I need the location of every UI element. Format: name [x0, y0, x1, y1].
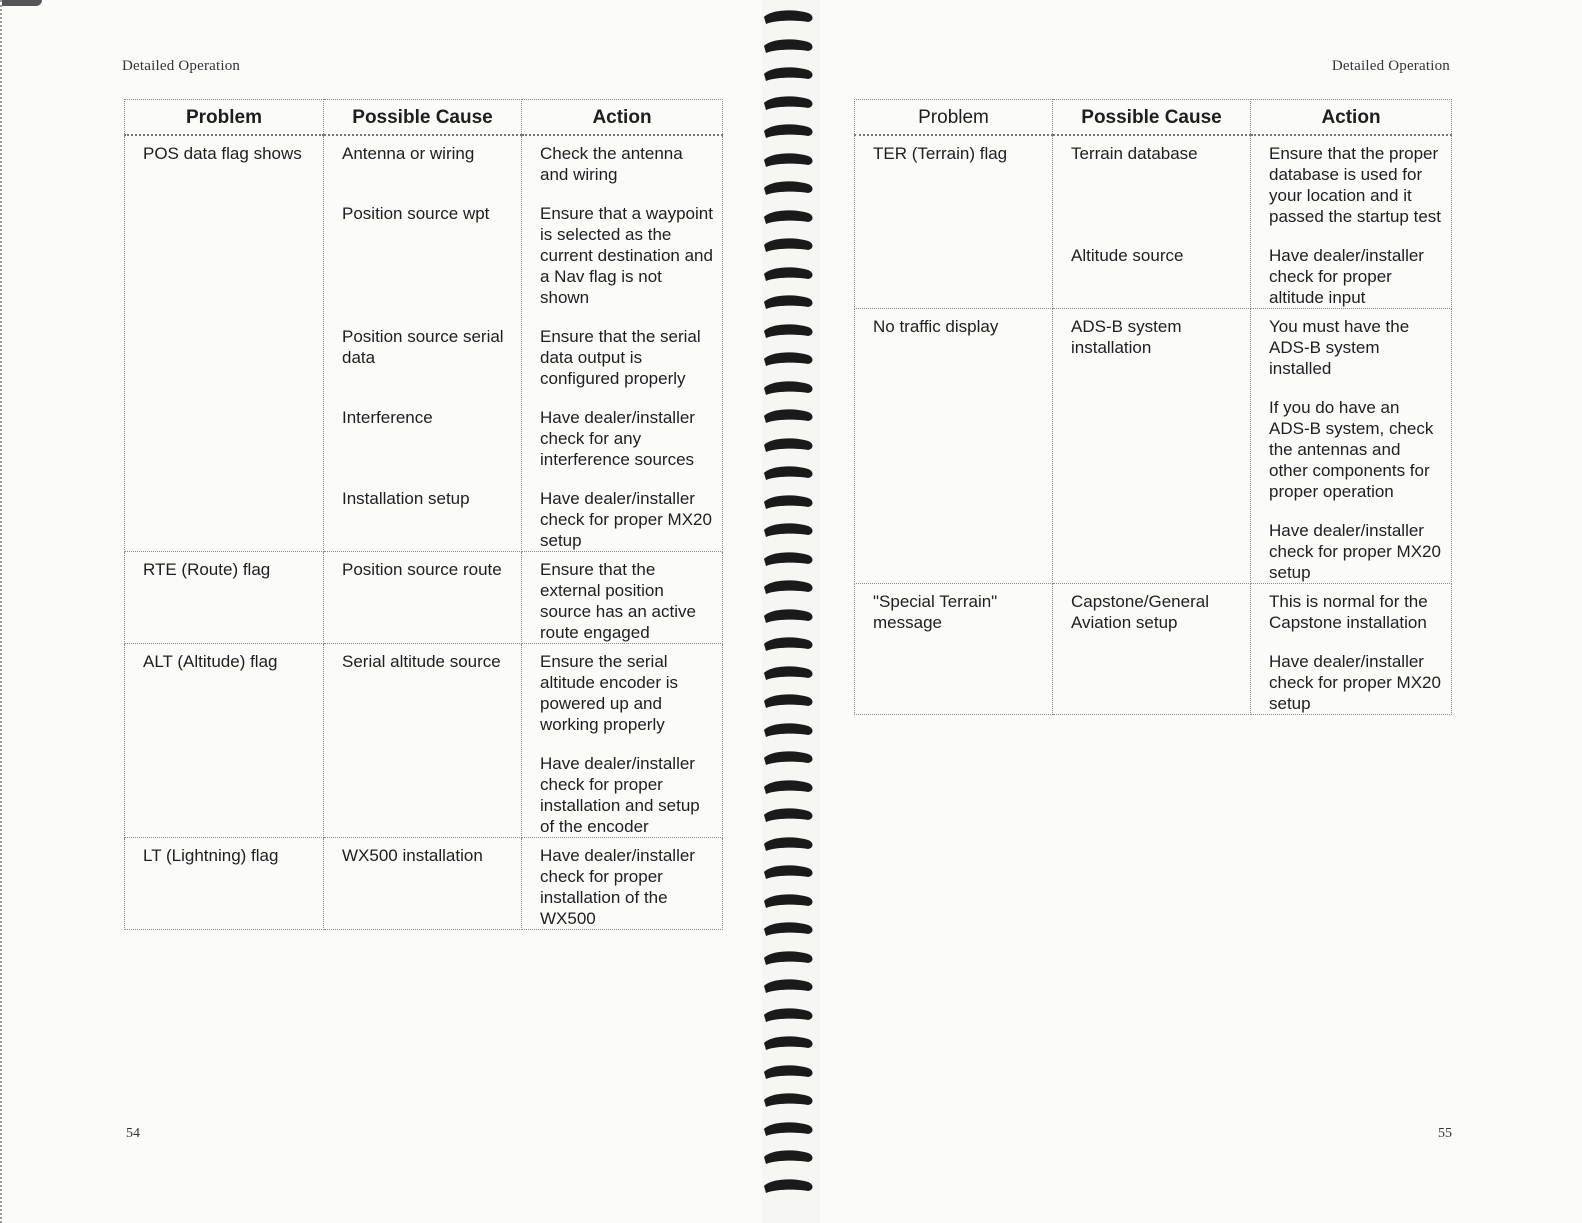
cause-cell [1053, 135, 1251, 309]
action-cell [522, 135, 723, 552]
cause-text: ADS-B system installation [1071, 317, 1182, 357]
binding-ring [762, 920, 816, 938]
cause-text: Installation setup [342, 489, 470, 508]
binding-ring [762, 1006, 816, 1024]
problem-text: RTE (Route) flag [143, 560, 271, 579]
binding-ring [762, 265, 816, 283]
problem-text: LT (Lightning) flag [143, 846, 279, 865]
binding-ring [762, 236, 816, 254]
binding-ring [762, 122, 816, 140]
cause-text [1071, 520, 1242, 583]
cause-text [1071, 651, 1242, 714]
right-page [820, 0, 1582, 1223]
problem-cell [125, 135, 324, 552]
binding-ring [762, 1091, 816, 1109]
action-text: Ensure the serial altitude encoder is powered up and working properly [540, 652, 678, 734]
action-text: If you do have an ADS-B system, check the antennas and other components for proper operation [1269, 398, 1434, 501]
action-text: Have dealer/installer check for any interference sources [540, 408, 695, 469]
cause-text: Position source serial data [342, 327, 504, 367]
action-cell [522, 552, 723, 644]
binding-ring [762, 692, 816, 710]
problem-text: POS data flag shows [143, 144, 302, 163]
cause-cell [1053, 584, 1251, 715]
binding-ring [762, 1120, 816, 1138]
binding-ring [762, 464, 816, 482]
table-row [855, 309, 1452, 584]
binding-ring [762, 379, 816, 397]
cause-text: Altitude source [1071, 246, 1184, 265]
table-body-left [125, 135, 723, 930]
cause-cell [324, 552, 522, 644]
binding-ring [762, 863, 816, 881]
table-header-row [125, 100, 723, 136]
problem-cell [125, 644, 324, 838]
cause-text: WX500 installation [342, 846, 483, 865]
action-text: Have dealer/installer check for proper altitude input [1269, 246, 1424, 307]
problem-cell [855, 135, 1053, 309]
action-text: This is normal for the Capstone installation [1269, 592, 1428, 632]
table-row [125, 135, 723, 552]
binding-ring [762, 208, 816, 226]
binding-ring [762, 578, 816, 596]
binding-ring [762, 664, 816, 682]
action-cell [1251, 135, 1452, 309]
binding-ring [762, 1034, 816, 1052]
binding-ring [762, 37, 816, 55]
cause-cell [1053, 309, 1251, 584]
binding-ring [762, 721, 816, 739]
problem-cell [855, 309, 1053, 584]
binding-ring [762, 350, 816, 368]
table-row [855, 135, 1452, 309]
cause-cell [324, 838, 522, 930]
binding-ring [762, 293, 816, 311]
binding-ring [762, 806, 816, 824]
binding-ring [762, 550, 816, 568]
binding-ring [762, 892, 816, 910]
binding-ring [762, 179, 816, 197]
header-action: Action [1251, 100, 1452, 136]
binding-ring [762, 407, 816, 425]
page-number-right: 55 [1438, 1126, 1452, 1141]
binding-ring [762, 65, 816, 83]
cause-text: Position source route [342, 560, 502, 579]
binding-ring [762, 749, 816, 767]
table-row [125, 838, 723, 930]
action-text: You must have the ADS-B system installed [1269, 317, 1410, 378]
header-problem: Problem [125, 100, 324, 136]
action-cell [522, 838, 723, 930]
spiral-binding [762, 0, 820, 1223]
cause-text: Position source wpt [342, 204, 490, 223]
binding-ring [762, 1148, 816, 1166]
action-text: Ensure that a waypoint is selected as the current destination and a Nav flag is not shown [540, 204, 713, 307]
table-row [125, 552, 723, 644]
problem-cell [855, 584, 1053, 715]
table-row [855, 584, 1452, 715]
cause-text: Capstone/General Aviation setup [1071, 592, 1209, 632]
header-possible-cause: Possible Cause [1053, 100, 1251, 136]
binding-ring [762, 835, 816, 853]
binding-ring [762, 521, 816, 539]
header-possible-cause: Possible Cause [324, 100, 522, 136]
scan-edge-mark [2, 0, 42, 6]
binding-ring [762, 977, 816, 995]
cause-text [342, 753, 513, 837]
action-cell [522, 644, 723, 838]
cause-text: Serial altitude source [342, 652, 501, 671]
problem-cell [125, 838, 324, 930]
cause-text: Antenna or wiring [342, 144, 475, 163]
binding-ring [762, 151, 816, 169]
table-body-right [855, 135, 1452, 715]
action-cell [1251, 309, 1452, 584]
action-text: Have dealer/installer check for proper installation of the WX500 [540, 846, 695, 928]
action-text: Have dealer/installer check for proper MX20 setup [1269, 521, 1441, 582]
binding-ring [762, 949, 816, 967]
binding-ring [762, 436, 816, 454]
binding-ring [762, 778, 816, 796]
left-page [0, 0, 762, 1223]
problem-text: No traffic display [873, 317, 999, 336]
action-text: Ensure that the proper database is used for your location and it passed the startup test [1269, 144, 1441, 226]
cause-text: Interference [342, 408, 433, 427]
action-text: Have dealer/installer check for proper MX20 setup [1269, 652, 1441, 713]
page-number-left: 54 [126, 1126, 140, 1141]
binding-ring [762, 8, 816, 26]
header-problem: Problem [855, 100, 1053, 136]
binding-ring [762, 94, 816, 112]
problem-text: "Special Terrain" message [873, 592, 998, 632]
running-head-left: Detailed Operation [122, 58, 241, 74]
action-text: Have dealer/installer check for proper MX20 setup [540, 489, 712, 550]
cause-text: Terrain database [1071, 144, 1198, 163]
table-row [125, 644, 723, 838]
action-text: Ensure that the external position source has an active route engaged [540, 560, 696, 642]
action-cell [1251, 584, 1452, 715]
header-action: Action [522, 100, 723, 136]
binding-ring [762, 493, 816, 511]
cause-text [1071, 397, 1242, 502]
binding-ring [762, 1177, 816, 1195]
binding-ring [762, 607, 816, 625]
running-head-right: Detailed Operation [1331, 58, 1450, 74]
troubleshooting-table-left [124, 99, 723, 930]
binding-ring [762, 635, 816, 653]
action-text: Ensure that the serial data output is configured properly [540, 327, 701, 388]
action-text: Check the antenna and wiring [540, 144, 683, 184]
problem-text: TER (Terrain) flag [873, 144, 1008, 163]
cause-cell [324, 644, 522, 838]
binding-ring [762, 1063, 816, 1081]
cause-cell [324, 135, 522, 552]
problem-cell [125, 552, 324, 644]
binding-ring [762, 322, 816, 340]
problem-text: ALT (Altitude) flag [143, 652, 278, 671]
table-header-row [855, 100, 1452, 136]
troubleshooting-table-right [854, 99, 1452, 715]
action-text: Have dealer/installer check for proper installation and setup of the encoder [540, 754, 700, 836]
